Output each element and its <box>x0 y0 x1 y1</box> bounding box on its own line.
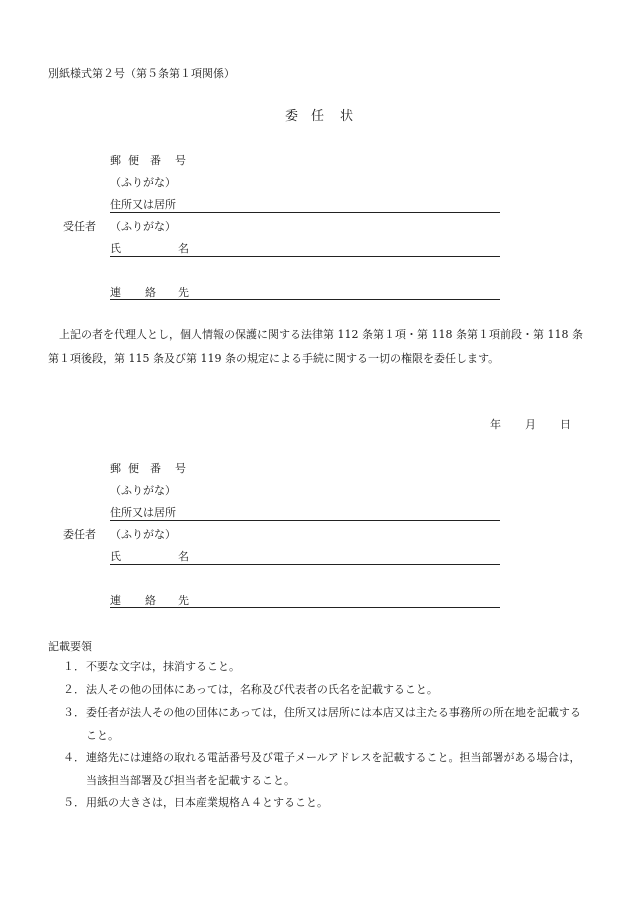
agent-postal-label-1: 郵 <box>110 154 121 167</box>
principal-contact-label-1: 連 <box>110 594 121 607</box>
note-2-number: ２． <box>63 683 85 696</box>
principal-name-label-1: 氏 <box>110 550 121 563</box>
principal-contact-label-3: 先 <box>178 594 189 607</box>
principal-postal-label-2: 便 <box>128 462 139 475</box>
title-char-1: 委 <box>285 109 299 124</box>
note-3-text: 委任者が法人その他の団体にあっては，住所又は居所には本店又は主たる事務所の所在地を記載すること。 <box>86 706 581 742</box>
agent-address-field[interactable] <box>110 212 500 213</box>
note-1-text: 不要な文字は，抹消すること。 <box>86 660 240 673</box>
principal-address-label: 住所又は居所 <box>110 506 176 519</box>
note-5-text: 用紙の大きさは，日本産業規格Ａ４とすること。 <box>86 796 328 809</box>
principal-name-label-2: 名 <box>178 550 189 563</box>
agent-furigana-address-label: （ふりがな） <box>110 176 176 189</box>
agent-contact-field[interactable] <box>110 299 500 300</box>
principal-side-label: 委任者 <box>63 528 96 541</box>
agent-name-field[interactable] <box>110 256 500 257</box>
agent-contact-label-2: 絡 <box>145 286 156 299</box>
note-5-number: ５． <box>63 796 85 809</box>
principal-postal-label-1: 郵 <box>110 462 121 475</box>
agent-postal-label-3: 番 <box>150 154 161 167</box>
title-char-2: 任 <box>311 109 325 124</box>
agent-name-label-1: 氏 <box>110 242 121 255</box>
principal-address-field[interactable] <box>110 520 500 521</box>
note-3-number: ３． <box>63 706 85 719</box>
title-char-3: 状 <box>340 109 354 124</box>
principal-contact-label-2: 絡 <box>145 594 156 607</box>
agent-side-label: 受任者 <box>63 220 96 233</box>
date-day-label: 日 <box>560 418 571 431</box>
agent-name-label-2: 名 <box>178 242 189 255</box>
agent-postal-label-4: 号 <box>175 154 186 167</box>
agent-address-label: 住所又は居所 <box>110 198 176 211</box>
notes-heading: 記載要領 <box>48 640 92 653</box>
principal-postal-label-4: 号 <box>175 462 186 475</box>
date-month-label: 月 <box>525 418 536 431</box>
agent-postal-label-2: 便 <box>128 154 139 167</box>
principal-postal-label-3: 番 <box>150 462 161 475</box>
delegation-statement: 上記の者を代理人とし，個人情報の保護に関する法律第 112 条第１項・第 118 条第１項前段・第 118 条第１項後段，第 115 条及び第 119 条の規定による手続に関する一切の権限を委任します。 <box>48 328 583 365</box>
note-4-number: ４． <box>63 751 85 764</box>
principal-furigana-name-label: （ふりがな） <box>110 528 176 541</box>
principal-contact-field[interactable] <box>110 607 500 608</box>
date-year-label: 年 <box>490 418 501 431</box>
agent-contact-label-1: 連 <box>110 286 121 299</box>
agent-furigana-name-label: （ふりがな） <box>110 220 176 233</box>
note-4-text: 連絡先には連絡の取れる電話番号及び電子メールアドレスを記載すること。担当部署がある場合は，当該担当部署及び担当者を記載すること。 <box>86 751 581 787</box>
principal-furigana-address-label: （ふりがな） <box>110 484 176 497</box>
note-1-number: １． <box>63 660 85 673</box>
note-2-text: 法人その他の団体にあっては，名称及び代表者の氏名を記載すること。 <box>86 683 438 696</box>
form-number: 別紙様式第２号（第５条第１項関係） <box>48 67 235 80</box>
agent-contact-label-3: 先 <box>178 286 189 299</box>
principal-name-field[interactable] <box>110 564 500 565</box>
